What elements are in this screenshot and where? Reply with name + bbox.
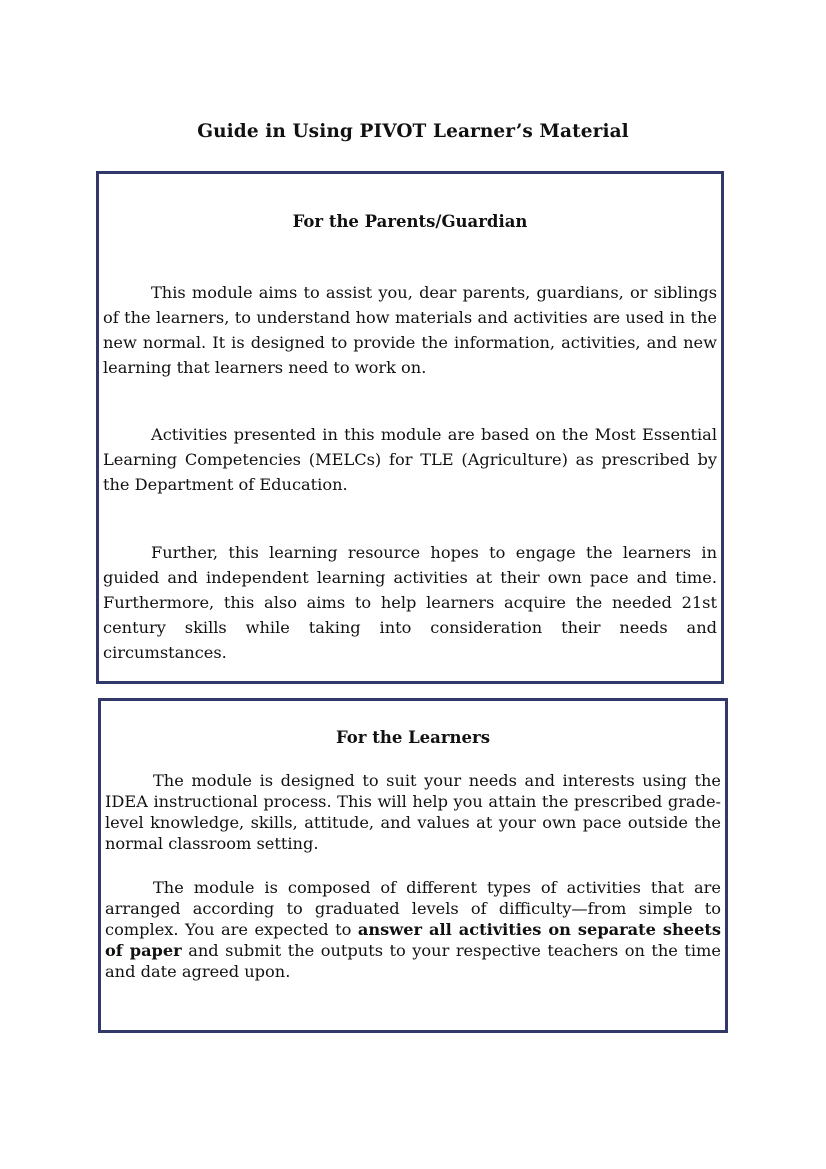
paragraph-text: This module aims to assist you, dear parents, guardians, or siblings of the learners, to understand how materials and activities are used in the new normal. It is designed to provide the information, activities, and new learning that learners need to work on. <box>103 283 717 377</box>
paragraph-text: Activities presented in this module are based on the Most Essential Learning Competencies (MELCs) for TLE (Agriculture) as prescribed by the Department of Education. <box>103 425 717 494</box>
paragraph-text: Further, this learning resource hopes to engage the learners in guided and independent learning activities at their own pace and time. Furthermore, this also aims to help learners acquire the needed 21st century skills while taking into consideration their needs and circumstances. <box>103 543 717 662</box>
parents-paragraph-3 <box>103 540 717 665</box>
learners-paragraph-2 <box>105 877 721 982</box>
emphasis-instruction: answer all activities on separate sheets of paper <box>105 920 721 960</box>
page-title: Guide in Using PIVOT Learner’s Material <box>197 121 629 142</box>
learners-heading: For the Learners <box>335 728 491 747</box>
paragraph-text: The module is composed of different types of activities that are arranged according to graduated levels of difficulty—from simple to complex. You are expected to <box>105 878 721 939</box>
parents-heading: For the Parents/Guardian <box>292 212 528 231</box>
paragraph-text: and submit the outputs to your respective teachers on the time and date agreed upon. <box>105 941 721 981</box>
learners-paragraph-1 <box>105 770 721 854</box>
learners-box <box>98 698 728 1033</box>
paragraph-text: The module is designed to suit your needs and interests using the IDEA instructional process. This will help you attain the prescribed grade-level knowledge, skills, attitude, and values at your own pace outside the normal classroom setting. <box>105 771 721 853</box>
parents-paragraph-2 <box>103 422 717 497</box>
parents-paragraph-1 <box>103 280 717 380</box>
parents-guardian-box <box>96 171 724 684</box>
